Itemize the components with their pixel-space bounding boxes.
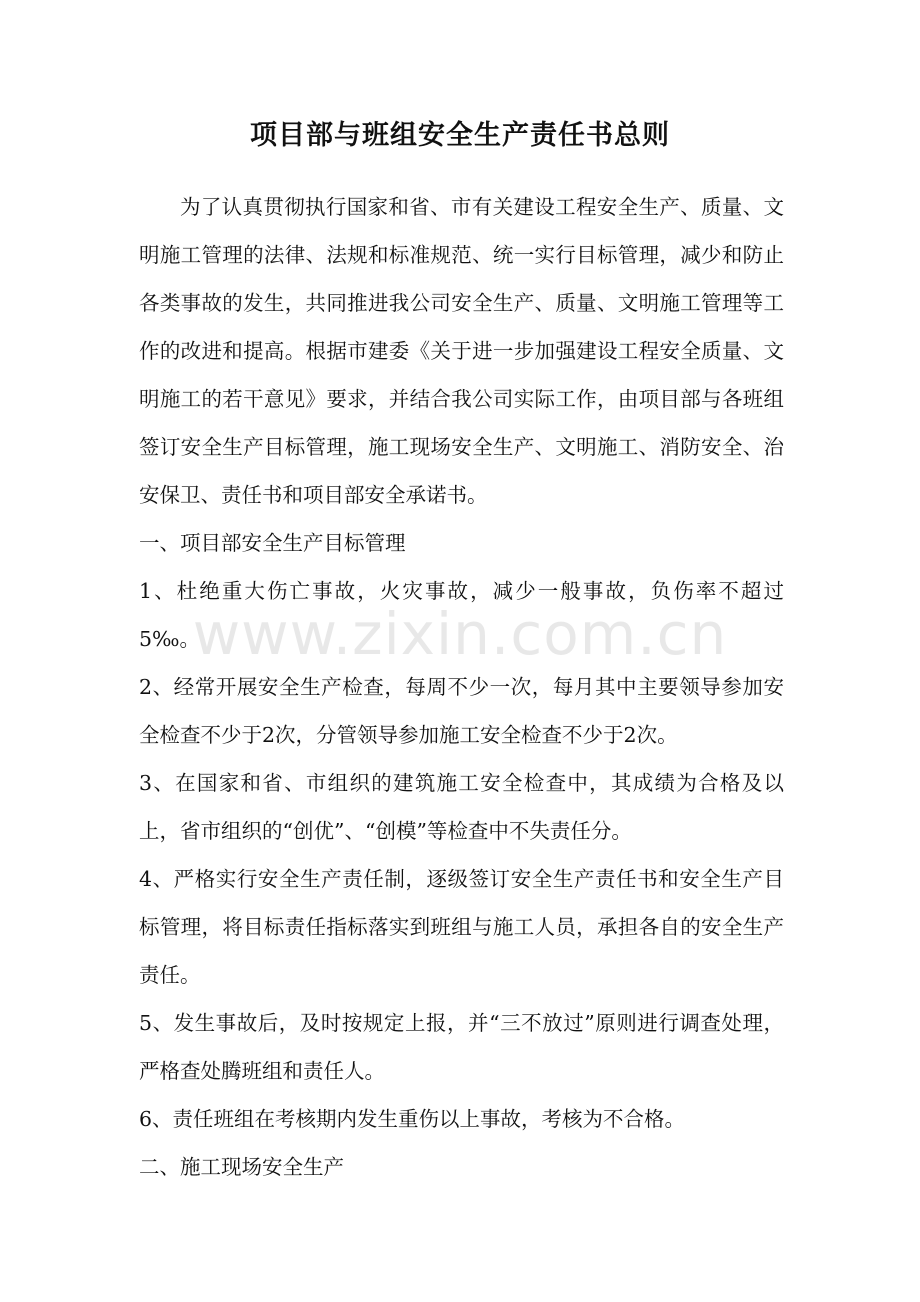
section-heading-1: 一、项目部安全生产目标管理 [139, 531, 406, 555]
intro-paragraph: 为了认真贯彻执行国家和省、市有关建设工程安全生产、质量、文明施工管理的法律、法规和标准规范、统一实行目标管理，减少和防止各类事故的发生，共同推进我公司安全生产、质量、文明施工管理等工作的改进和提高。根据市建委《关于进一步加强建设工程安全质量、文明施工的若干意见》要求，并结合我公司实际工作，由项目部与各班组签订安全生产目标管理，施工现场安全生产、文明施工、消防安全、治安保卫、责任书和项目部安全承诺书。 [139, 195, 784, 507]
item-6: 6、责任班组在考核期内发生重伤以上事故，考核为不合格。 [139, 1107, 686, 1131]
item-2: 2、经常开展安全生产检查，每周不少一次，每月其中主要领导参加安全检查不少于2次，分管领导参加施工安全检查不少于2次。 [139, 675, 784, 747]
item-3: 3、在国家和省、市组织的建筑施工安全检查中，其成绩为合格及以上，省市组织的“创优”、“创模”等检查中不失责任分。 [139, 771, 784, 843]
section-heading-2: 二、施工现场安全生产 [139, 1155, 344, 1179]
watermark: www.zixin.com.cn [192, 600, 728, 668]
item-5: 5、发生事故后，及时按规定上报，并“三不放过”原则进行调查处理，严格查处腾班组和责任人。 [139, 1011, 784, 1083]
document-body [139, 183, 784, 1191]
item-1: 1、杜绝重大伤亡事故，火灾事故，减少一般事故，负伤率不超过5‰。 [139, 579, 784, 651]
item-4: 4、严格实行安全生产责任制，逐级签订安全生产责任书和安全生产目标管理，将目标责任指标落实到班组与施工人员，承担各自的安全生产责任。 [139, 867, 784, 987]
document-title: 项目部与班组安全生产责任书总则 [250, 120, 670, 151]
